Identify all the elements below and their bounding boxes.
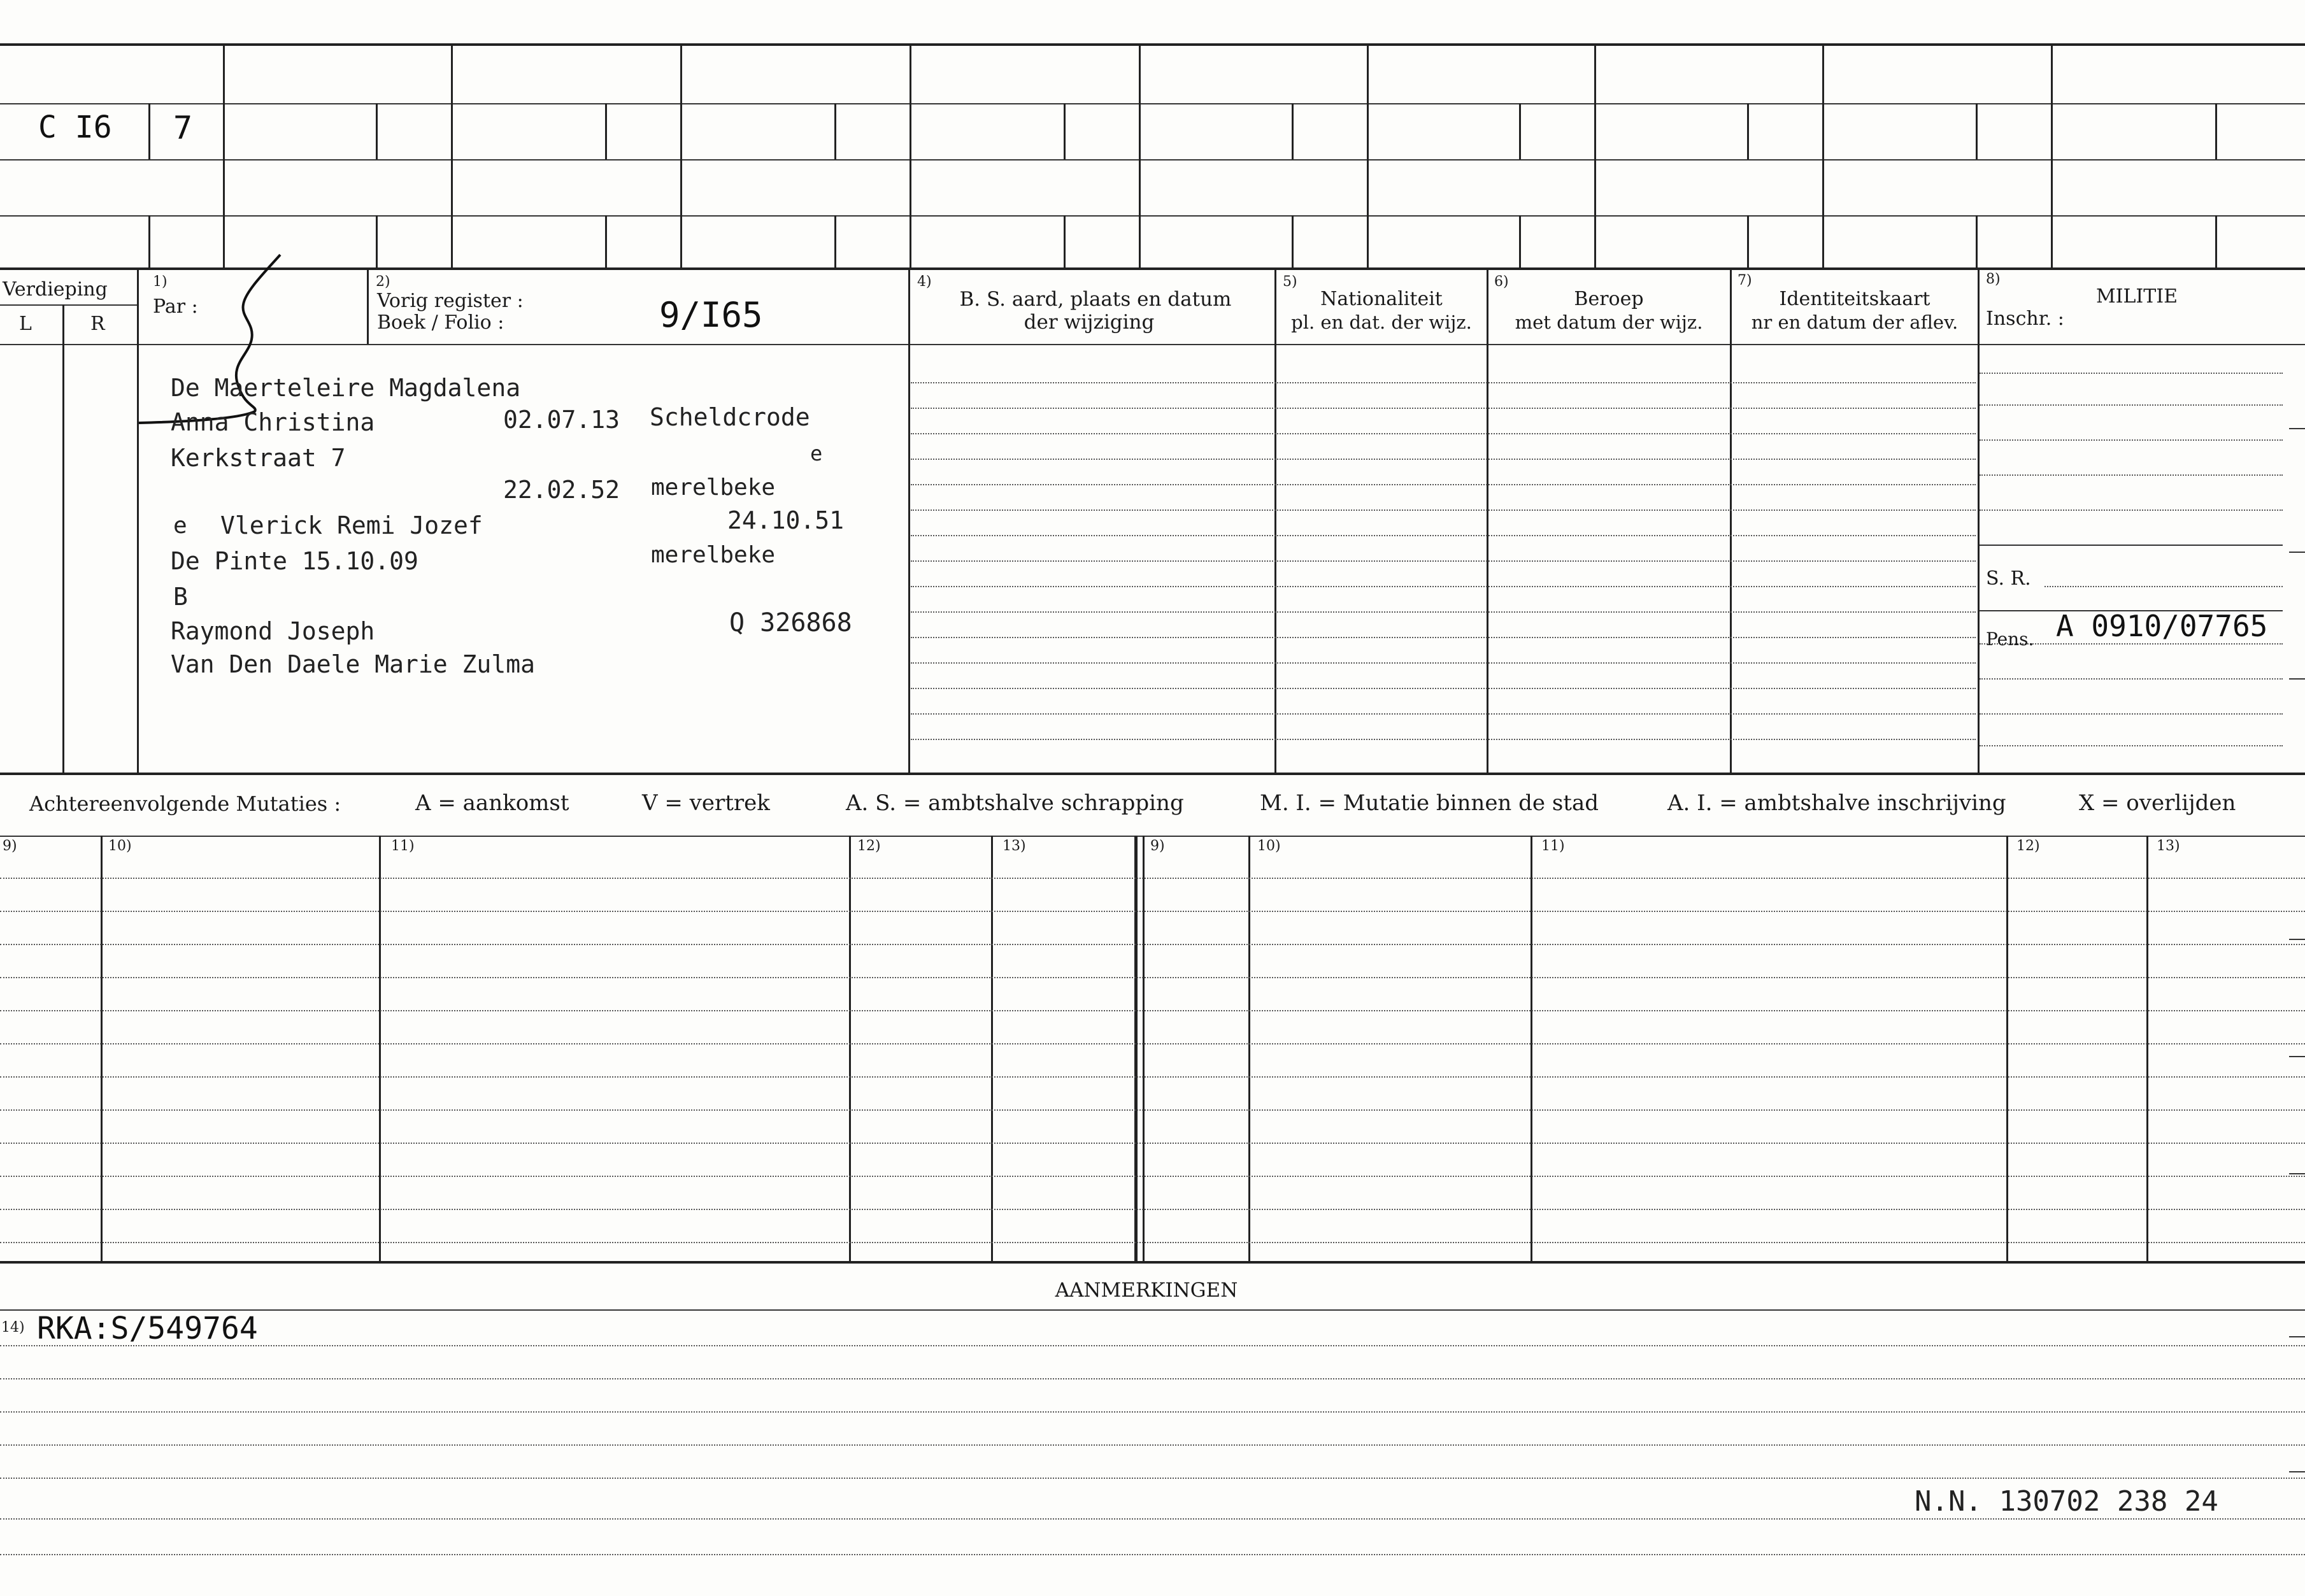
col-divider bbox=[367, 267, 369, 344]
lr-divider bbox=[0, 304, 137, 306]
col7-num: 7) bbox=[1738, 273, 1752, 289]
col8-num: 8) bbox=[1986, 271, 2001, 287]
address-mark: e bbox=[810, 441, 823, 466]
col-divider bbox=[1730, 267, 1732, 773]
mut-col-num: 9) bbox=[3, 838, 17, 854]
top-grid-vline bbox=[451, 43, 453, 267]
mutaties-top-line bbox=[0, 836, 2305, 837]
col6-header-line2: met datum der wijz. bbox=[1515, 311, 1703, 333]
top-grid-vline bbox=[910, 43, 911, 267]
card-code: C I6 bbox=[38, 110, 112, 145]
top-grid-vline bbox=[680, 43, 682, 267]
aanmerkingen-title: AANMERKINGEN bbox=[1055, 1279, 1238, 1302]
spouse-name: Vlerick Remi Jozef bbox=[220, 511, 483, 539]
inschr-label: Inschr. : bbox=[1986, 308, 2064, 330]
mut-col-middle bbox=[1134, 836, 1138, 1261]
sr-label: S. R. bbox=[1986, 567, 2031, 590]
mut-col bbox=[991, 836, 993, 1261]
verdieping-r: R bbox=[90, 313, 105, 335]
mut-col bbox=[1531, 836, 1532, 1261]
mutatie-aankomst: A = aankomst bbox=[415, 790, 569, 816]
col5-header-line2: pl. en dat. der wijz. bbox=[1291, 311, 1472, 333]
mutatie-vertrek: V = vertrek bbox=[642, 790, 770, 816]
mut-col bbox=[2006, 836, 2008, 1261]
col5-num: 5) bbox=[1283, 274, 1297, 290]
boek-folio-value: 9/I65 bbox=[659, 295, 763, 335]
mut-col-num: 12) bbox=[2016, 838, 2040, 854]
person-name-line1: De Maerteleire Magdalena bbox=[171, 374, 521, 402]
col6-num: 6) bbox=[1494, 274, 1509, 290]
id-code: Q 326868 bbox=[729, 608, 852, 638]
mut-col bbox=[379, 836, 381, 1261]
rka-reference: RKA:S/549764 bbox=[37, 1311, 258, 1346]
mut-col-num: 12) bbox=[857, 838, 881, 854]
data-area-bottom bbox=[0, 773, 2305, 775]
top-grid-tick bbox=[1747, 103, 1749, 159]
registration-date: 22.02.52 bbox=[503, 476, 620, 504]
vorig-register-label: Vorig register : bbox=[377, 290, 524, 312]
top-grid-tick bbox=[1519, 215, 1521, 267]
top-grid-row-line bbox=[0, 103, 2305, 104]
mutatie-binnen-stad: M. I. = Mutatie binnen de stad bbox=[1260, 790, 1599, 816]
col-divider bbox=[1487, 267, 1488, 773]
col7-header-line2: nr en datum der aflev. bbox=[1751, 311, 1959, 333]
mutatie-schrapping: A. S. = ambtshalve schrapping bbox=[846, 790, 1184, 816]
mut-col-num: 13) bbox=[2157, 838, 2180, 854]
col4-header-line2: der wijziging bbox=[1024, 311, 1155, 334]
col6-header-line1: Beroep bbox=[1574, 288, 1644, 310]
mut-col bbox=[101, 836, 103, 1261]
top-grid-tick bbox=[1292, 215, 1294, 267]
person-name-line2: Anna Christina bbox=[171, 408, 375, 436]
top-grid-vline bbox=[1139, 43, 1141, 267]
verdieping-label: Verdieping bbox=[3, 278, 108, 301]
pens-label: Pens. bbox=[1986, 629, 2034, 650]
header-bottom-line bbox=[0, 344, 2305, 345]
boek-folio-label: Boek / Folio : bbox=[377, 311, 504, 334]
top-grid-tick bbox=[605, 103, 607, 159]
verdieping-l: L bbox=[19, 313, 32, 335]
par-num: 1) bbox=[153, 274, 168, 290]
mutatie-inschrijving: A. I. = ambtshalve inschrijving bbox=[1667, 790, 2006, 816]
top-grid-tick bbox=[1519, 103, 1521, 159]
birth-date: 02.07.13 bbox=[503, 406, 620, 434]
top-grid-vline bbox=[223, 43, 225, 267]
top-grid-tick bbox=[1747, 215, 1749, 267]
top-grid-vline bbox=[1822, 43, 1824, 267]
top-grid-tick bbox=[1064, 103, 1066, 159]
col-divider bbox=[1274, 267, 1276, 773]
mut-col bbox=[1248, 836, 1250, 1261]
par-label: Par : bbox=[153, 296, 198, 318]
top-border bbox=[0, 43, 2305, 46]
father-name: Raymond Joseph bbox=[171, 617, 375, 645]
top-grid-tick bbox=[1292, 103, 1294, 159]
col5-header-line1: Nationaliteit bbox=[1320, 288, 1443, 310]
top-grid-tick bbox=[834, 215, 836, 267]
col4-header-line1: B. S. aard, plaats en datum bbox=[959, 288, 1232, 311]
top-grid-tick bbox=[1064, 215, 1066, 267]
top-grid-tick bbox=[148, 103, 150, 159]
marriage-date: 24.10.51 bbox=[727, 506, 845, 534]
top-grid-tick bbox=[605, 215, 607, 267]
col7-header-line1: Identiteitskaart bbox=[1779, 288, 1930, 310]
col-divider bbox=[1978, 267, 1980, 773]
col-divider bbox=[908, 267, 910, 773]
vorig-num: 2) bbox=[376, 274, 390, 290]
mut-col-num: 10) bbox=[108, 838, 132, 854]
spouse-birth: De Pinte 15.10.09 bbox=[171, 547, 418, 575]
card-number: 7 bbox=[173, 110, 193, 146]
mut-col-num: 13) bbox=[1003, 838, 1026, 854]
pens-value: A 0910/07765 bbox=[2056, 609, 2268, 643]
col-divider bbox=[62, 304, 64, 773]
col4-num: 4) bbox=[917, 274, 932, 290]
header-top-border bbox=[0, 267, 2305, 270]
mut-col-num: 11) bbox=[391, 838, 415, 854]
mutatie-overlijden: X = overlijden bbox=[2079, 790, 2236, 816]
marker-b: B bbox=[173, 583, 188, 611]
registration-place: merelbeke bbox=[651, 474, 776, 501]
top-grid-tick bbox=[2215, 215, 2217, 267]
top-grid-vline bbox=[1367, 43, 1369, 267]
top-grid-tick bbox=[834, 103, 836, 159]
mut-col bbox=[849, 836, 851, 1261]
top-grid-row-line bbox=[0, 215, 2305, 217]
mut-col-num: 9) bbox=[1150, 838, 1165, 854]
marriage-place: merelbeke bbox=[651, 542, 776, 568]
top-grid-vline bbox=[2051, 43, 2053, 267]
top-grid-tick bbox=[376, 215, 378, 267]
aanmerkingen-line bbox=[0, 1309, 2305, 1311]
mut-col bbox=[1143, 836, 1145, 1261]
spouse-prefix: e bbox=[173, 513, 187, 539]
top-grid-tick bbox=[2215, 103, 2217, 159]
mutaties-bottom-line bbox=[0, 1261, 2305, 1264]
top-grid-row-line bbox=[0, 159, 2305, 160]
mutaties-title: Achtereenvolgende Mutaties : bbox=[29, 792, 341, 816]
militie-label: MILITIE bbox=[2095, 285, 2178, 308]
address: Kerkstraat 7 bbox=[171, 444, 346, 472]
top-grid-vline bbox=[1594, 43, 1596, 267]
aanmerkingen-num: 14) bbox=[1, 1320, 25, 1336]
top-grid-tick bbox=[1976, 103, 1978, 159]
national-number: N.N. 130702 238 24 bbox=[1915, 1485, 2218, 1518]
top-grid-tick bbox=[376, 103, 378, 159]
mut-col bbox=[2146, 836, 2148, 1261]
birth-place: Scheldcrode bbox=[650, 403, 810, 431]
mut-col-num: 11) bbox=[1541, 838, 1565, 854]
mother-name: Van Den Daele Marie Zulma bbox=[171, 650, 535, 678]
top-grid-tick bbox=[1976, 215, 1978, 267]
mut-col-num: 10) bbox=[1257, 838, 1281, 854]
